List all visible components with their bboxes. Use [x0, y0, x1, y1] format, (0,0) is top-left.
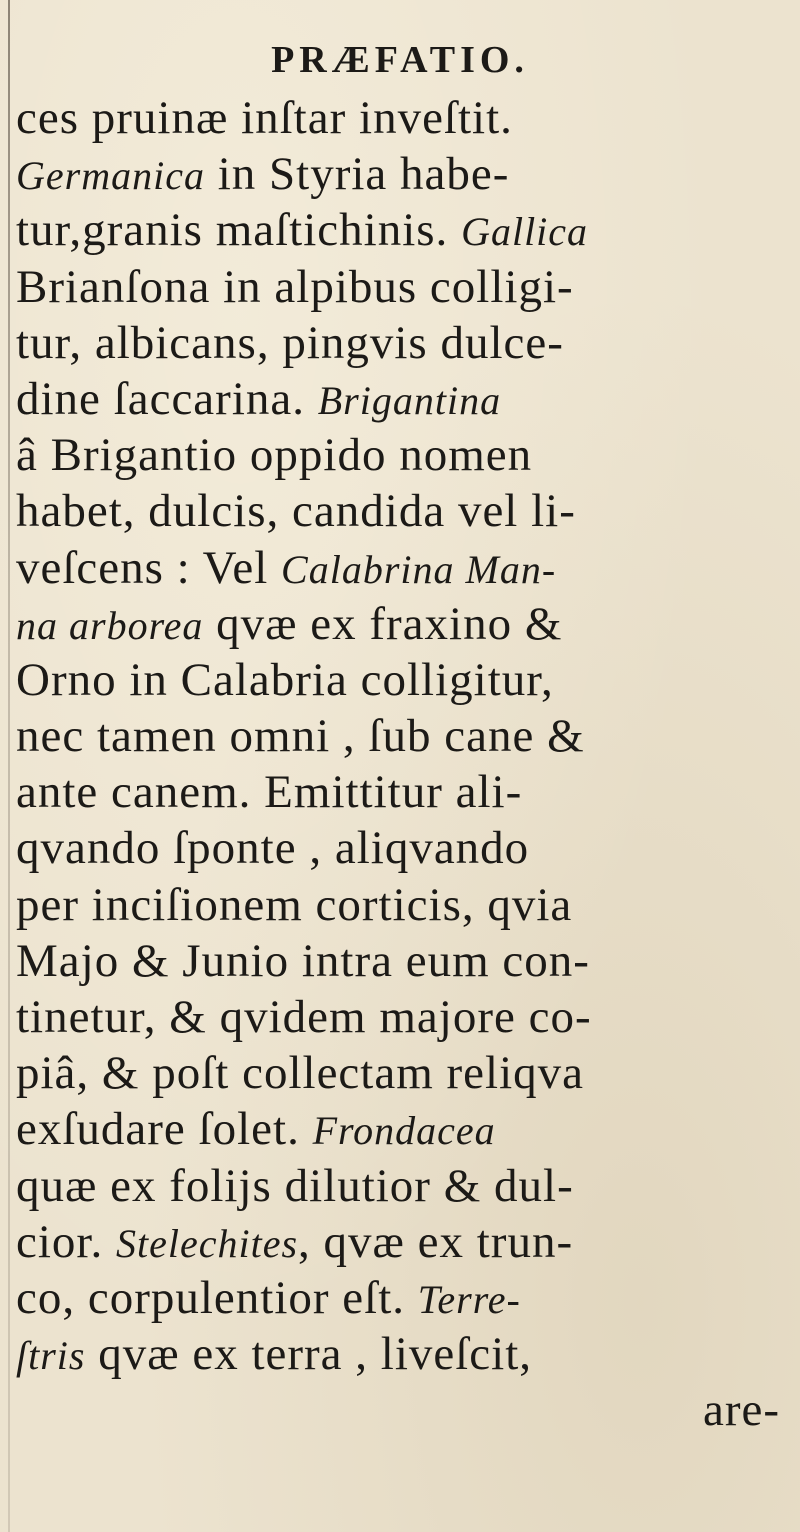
text-line — [16, 1270, 792, 1326]
text-segment: ante canem. Emittitur ali- — [16, 766, 523, 819]
text-segment: tinetur, & qvidem majore co- — [16, 991, 592, 1043]
text-line — [16, 315, 792, 371]
text-segment: ces pruinæ inſtar inveſtit. — [16, 92, 513, 144]
text-segment: piâ, & poſt collectam reliqva — [16, 1047, 585, 1100]
text-segment: exſudare ſolet. — [16, 1103, 313, 1156]
text-segment: are- — [702, 1384, 780, 1437]
text-line — [16, 652, 792, 708]
text-segment: habet, dulcis, candida vel li- — [16, 485, 576, 538]
page-edge — [8, 0, 10, 1532]
text-line — [16, 202, 792, 258]
text-line — [16, 1045, 792, 1101]
italic-term: Frondacea — [312, 1108, 496, 1154]
text-segment: per inciſionem corticis, qvia — [16, 878, 573, 931]
italic-term: Calabrina Man- — [281, 546, 557, 592]
text-segment: , qvæ ex trun- — [298, 1215, 574, 1268]
text-line — [16, 371, 792, 427]
text-segment: nec tamen omni , ſub cane & — [16, 710, 585, 763]
text-line — [16, 1382, 792, 1438]
text-segment: tur, albicans, pingvis dulce- — [16, 316, 564, 369]
text-line — [16, 540, 792, 596]
italic-term: Brigantina — [317, 377, 502, 423]
text-line — [16, 1101, 792, 1157]
text-line — [16, 820, 792, 876]
text-line — [16, 90, 792, 146]
text-segment: Orno in Calabria colligitur, — [16, 653, 554, 706]
text-segment: qvando ſponte , aliqvando — [16, 822, 530, 875]
italic-term: Gallica — [461, 209, 589, 255]
text-segment: â Brigantio oppido nomen — [16, 429, 533, 482]
text-line — [16, 146, 792, 202]
text-line — [16, 1326, 792, 1382]
text-line — [16, 877, 792, 933]
italic-term: Germanica — [16, 153, 205, 199]
text-segment: tur,granis maſtichinis. — [16, 204, 462, 257]
text-line — [16, 764, 792, 820]
text-line — [16, 933, 792, 989]
text-segment: Majo & Junio intra eum con- — [16, 934, 590, 987]
text-segment: veſcens : Vel — [16, 541, 282, 594]
text-segment: in Styria habe- — [204, 148, 510, 201]
text-segment: co, corpulentior eſt. — [16, 1271, 418, 1324]
body-text — [16, 90, 792, 1439]
text-line — [16, 483, 792, 539]
running-header: PRÆFATIO. — [271, 39, 529, 81]
text-line — [16, 427, 792, 483]
text-segment: Brianſona in alpibus colligi- — [16, 260, 574, 313]
italic-term: Stelechites — [115, 1220, 299, 1266]
italic-term: ſtris — [16, 1333, 86, 1379]
text-line — [16, 259, 792, 315]
text-line — [16, 1158, 792, 1214]
italic-term: na arborea — [16, 602, 204, 648]
text-segment: quæ ex folijs dilutior & dul- — [16, 1159, 574, 1212]
text-line — [16, 1214, 792, 1270]
text-segment: qvæ ex fraxino & — [203, 597, 563, 650]
italic-term: Terre- — [417, 1276, 521, 1322]
text-line — [16, 989, 792, 1045]
text-line — [16, 596, 792, 652]
text-segment: cior. — [16, 1215, 116, 1268]
text-line — [16, 708, 792, 764]
text-segment: qvæ ex terra , liveſcit, — [85, 1328, 533, 1381]
text-segment: dine ſaccarina. — [16, 372, 318, 425]
